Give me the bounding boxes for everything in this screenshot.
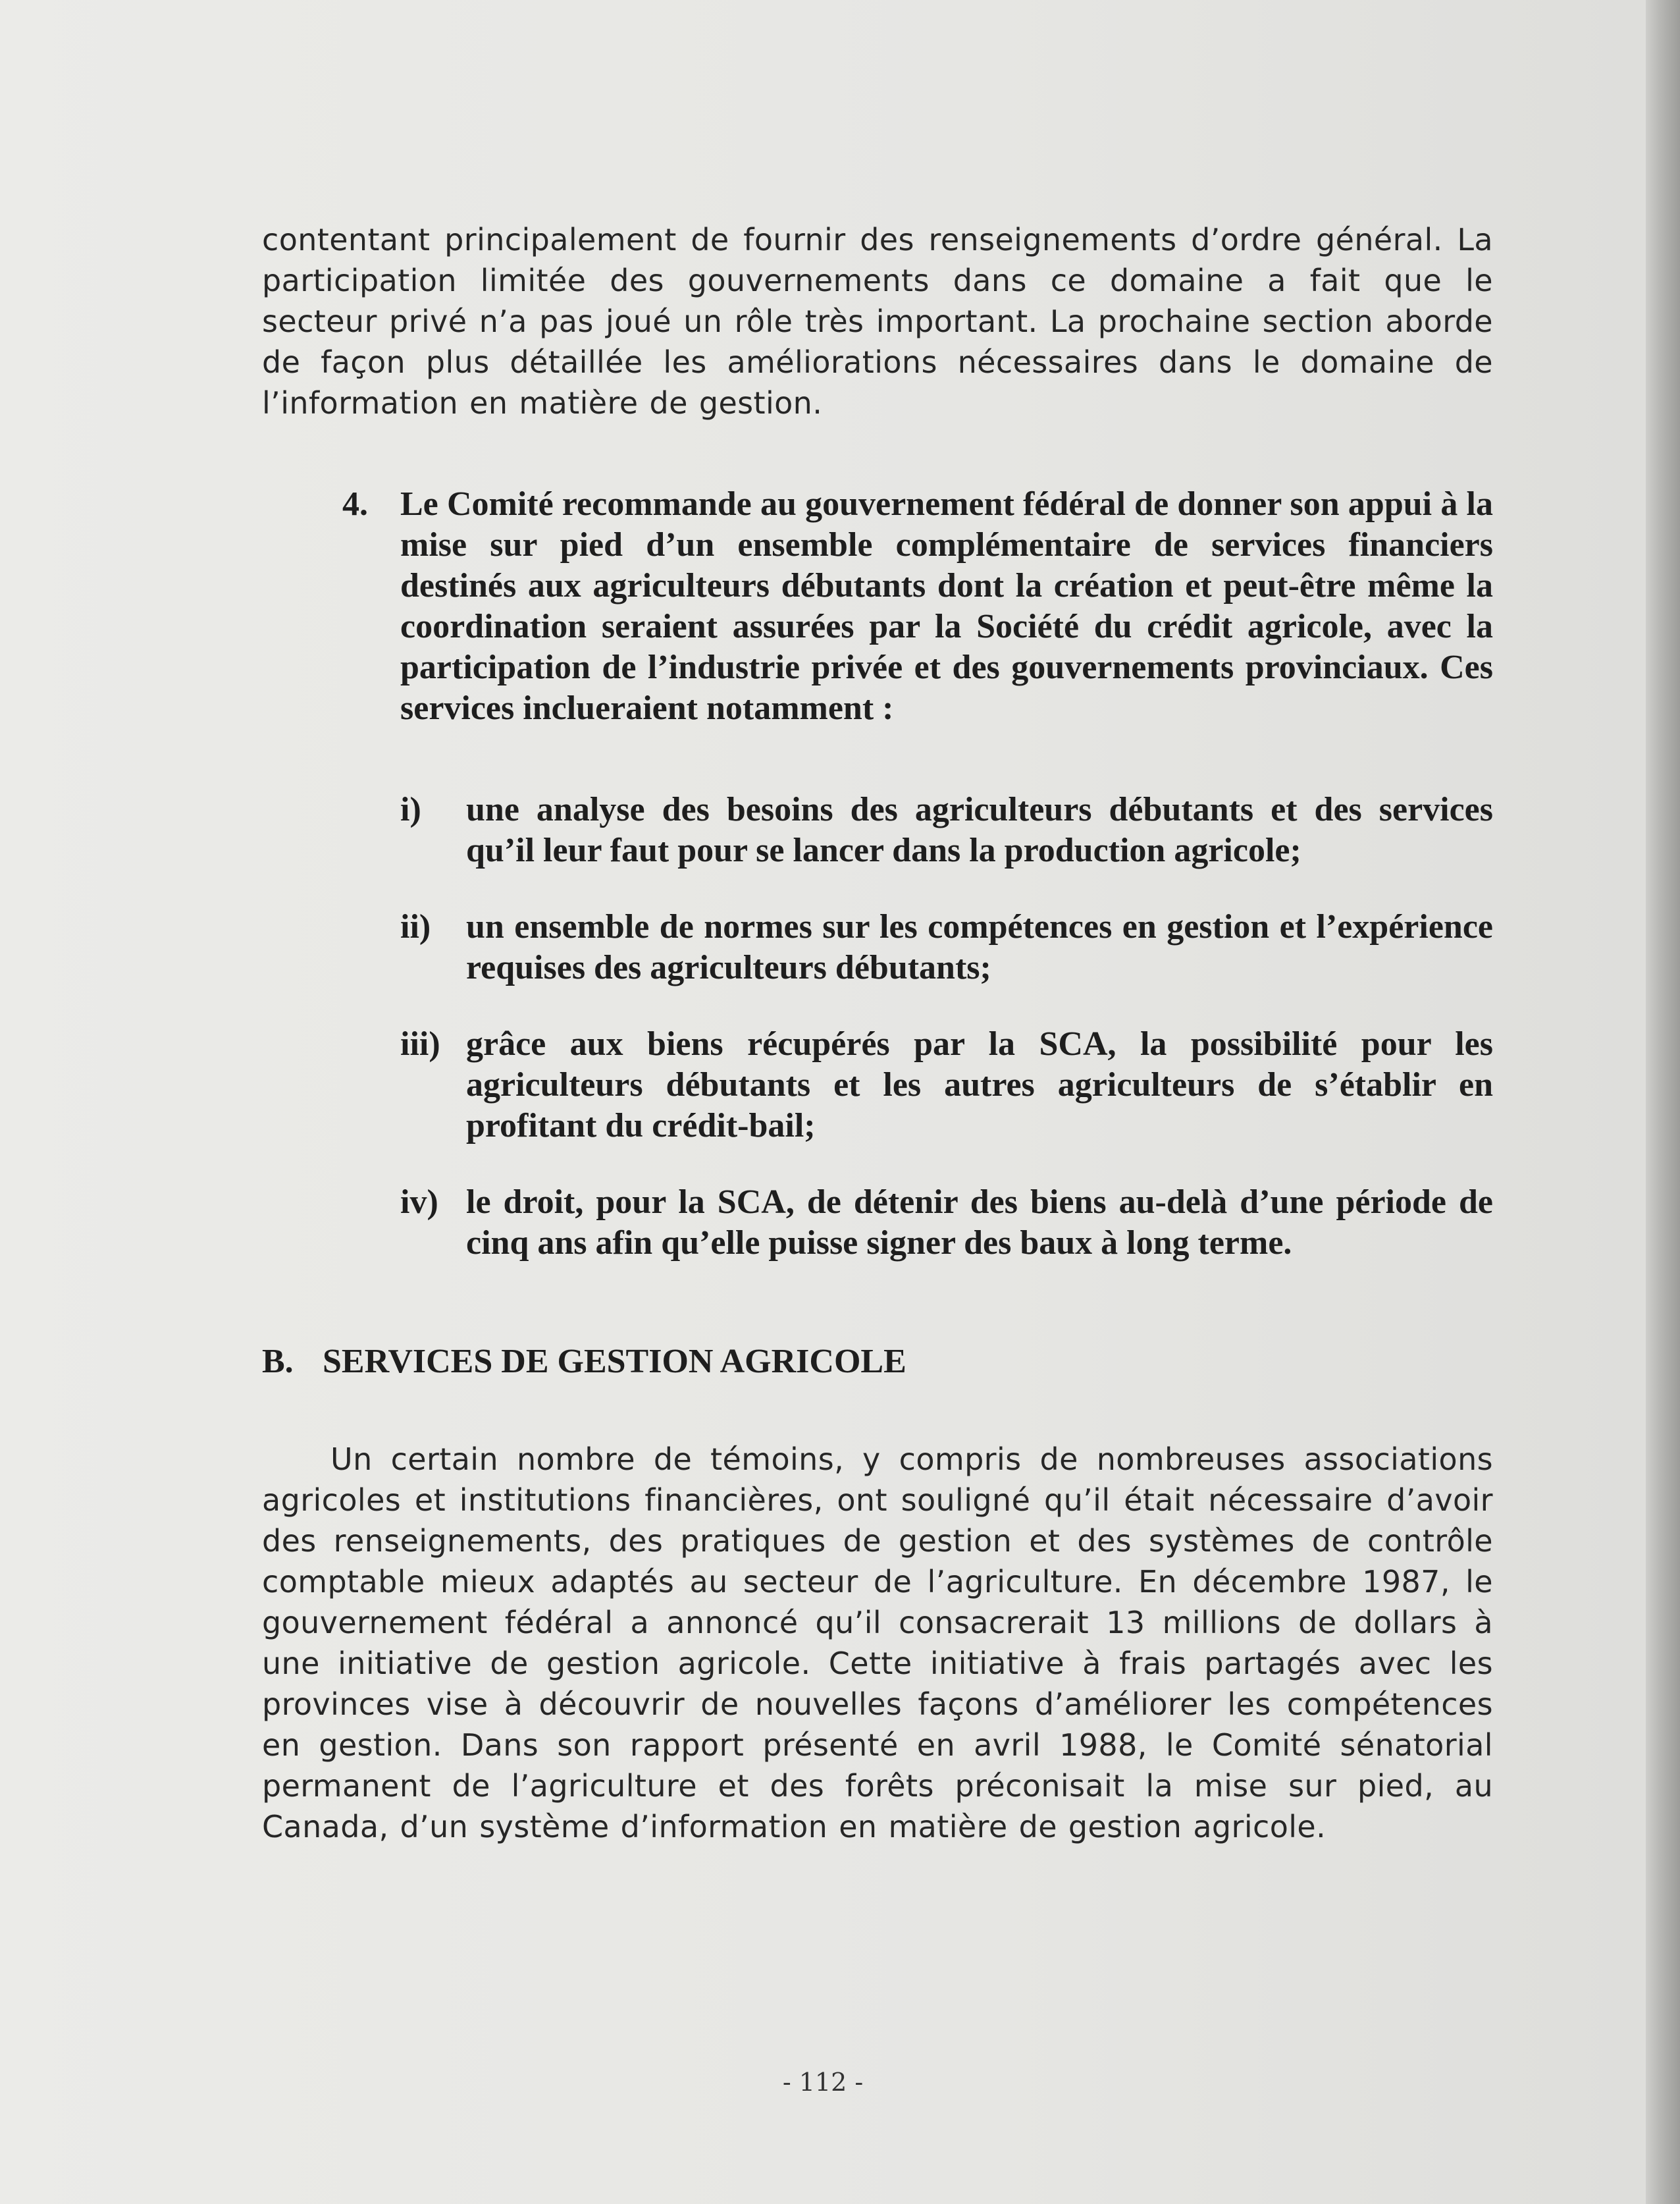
recommendation-item: [400, 1024, 1493, 1146]
page-content: [262, 219, 1493, 1847]
section-letter: B.: [262, 1343, 294, 1380]
recommendation-item-label: i): [400, 791, 421, 828]
section-title: SERVICES DE GESTION AGRICOLE: [323, 1343, 906, 1380]
recommendation-item-label: iv): [400, 1183, 438, 1221]
recommendation-item-text: le droit, pour la SCA, de détenir des biens au-delà d’une période de cinq ans afin qu’elle puisse signer des baux à long terme.: [466, 1183, 1493, 1262]
recommendation-item-text: un ensemble de normes sur les compétences en gestion et l’expérience requises des agriculteurs débutants;: [466, 908, 1493, 986]
recommendation-item-text: grâce aux biens récupérés par la SCA, la possibilité pour les agriculteurs débutants et les autres agriculteurs de s’établir en profitant du crédit-bail;: [466, 1025, 1493, 1144]
section-heading: [262, 1341, 1493, 1382]
intro-paragraph: contentant principalement de fournir des renseignements d’ordre général. La participation limitée des gouvernements dans ce domaine a fait que le secteur privé n’a pas joué un rôle très important. La prochaine section aborde de façon plus détaillée les améliorations nécessaires dans le domaine de l’information en matière de gestion.: [262, 222, 1493, 421]
recommendation-text: Le Comité recommande au gouvernement fédéral de donner son appui à la mise sur pied d’un ensemble complémentaire de services financiers destinés aux agriculteurs débutants dont la création et peut-être même la coordination seraient assurées par la Société du crédit agricole, avec la participation de l’industrie privée et des gouvernements provinciaux. Ces services inclueraient notamment :: [400, 485, 1493, 727]
page-number: - 112 -: [782, 2068, 864, 2097]
recommendation-item: [400, 907, 1493, 988]
recommendation-item-label: ii): [400, 908, 431, 946]
recommendation-number: 4.: [342, 485, 368, 523]
recommendation-item: [400, 790, 1493, 871]
recommendation-item: [400, 1182, 1493, 1264]
section-paragraph: Un certain nombre de témoins, y compris de nombreuses associations agricoles et institutions financières, ont souligné qu’il était nécessaire d’avoir des renseignements, des pratiques de gestion et des systèmes de contrôle comptable mieux adaptés au secteur de l’agriculture. En décembre 1987, le gouvernement fédéral a annoncé qu’il consacrerait 13 millions de dollars à une initiative de gestion agricole. Cette initiative à frais partagés avec les provinces vise à découvrir de nouvelles façons d’améliorer les compétences en gestion. Dans son rapport présenté en avril 1988, le Comité sénatorial permanent de l’agriculture et des forêts préconisait la mise sur pied, au Canada, d’un système d’information en matière de gestion agricole.: [262, 1441, 1493, 1844]
page-edge: [1646, 0, 1680, 2204]
recommendation-item-text: une analyse des besoins des agriculteurs débutants et des services qu’il leur faut pour se lancer dans la production agricole;: [466, 791, 1493, 869]
recommendation-item-label: iii): [400, 1025, 440, 1063]
recommendation-block: [262, 484, 1493, 1264]
